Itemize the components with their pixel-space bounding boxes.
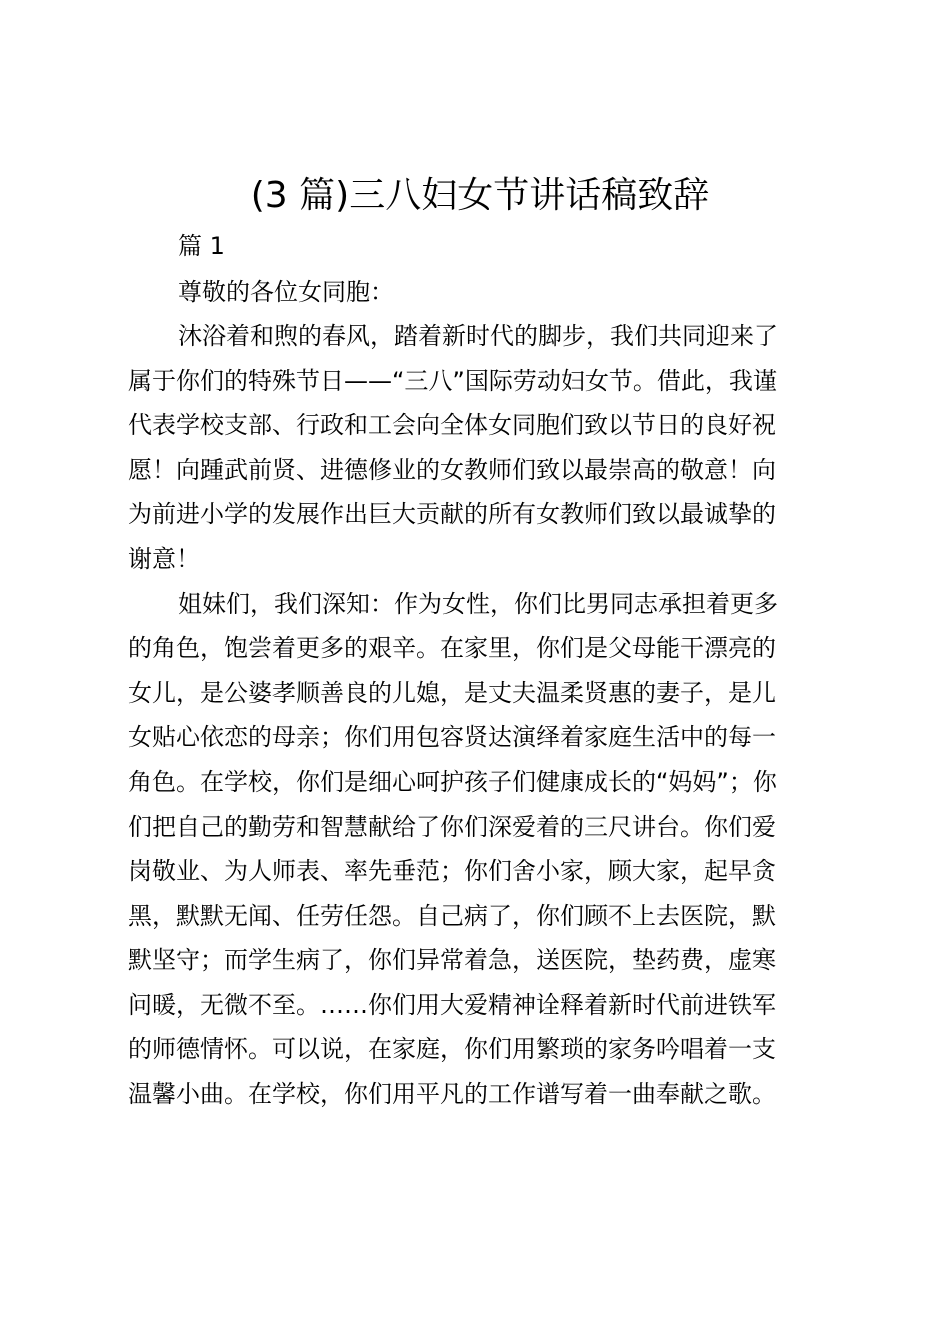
paragraph-line: 为前进小学的发展作出巨大贡献的所有女教师们致以最诚挚的	[128, 500, 776, 528]
paragraph-line: 属于你们的特殊节日——“三八”国际劳动妇女节。借此，我谨	[128, 367, 777, 395]
paragraph-line: 沐浴着和煦的春风，踏着新时代的脚步，我们共同迎来了	[178, 322, 778, 350]
paragraph-line: 代表学校支部、行政和工会向全体女同胞们致以节日的良好祝	[128, 411, 776, 439]
section-label: 篇 1	[178, 232, 225, 260]
paragraph-line: 默坚守；而学生病了，你们异常着急，送医院，垫药费，虚寒	[128, 946, 776, 974]
salutation: 尊敬的各位女同胞：	[178, 278, 394, 306]
paragraph-line: 姐妹们，我们深知：作为女性，你们比男同志承担着更多	[178, 590, 778, 618]
paragraph-line: 黑，默默无闻、任劳任怨。自己病了，你们顾不上去医院，默	[128, 902, 776, 930]
paragraph-line: 岗敬业、为人师表、率先垂范；你们舍小家，顾大家，起早贪	[128, 857, 776, 885]
paragraph-line: 愿！向踵武前贤、进德修业的女教师们致以最崇高的敬意！向	[128, 456, 776, 484]
paragraph-line: 问暖，无微不至。……你们用大爱精神诠释着新时代前进铁军	[128, 991, 776, 1019]
paragraph-line: 们把自己的勤劳和智慧献给了你们深爱着的三尺讲台。你们爱	[128, 813, 776, 841]
paragraph-line: 角色。在学校，你们是细心呵护孩子们健康成长的“妈妈”；你	[128, 768, 777, 796]
paragraph-line: 的角色，饱尝着更多的艰辛。在家里，你们是父母能干漂亮的	[128, 634, 776, 662]
paragraph-line: 谢意！	[128, 545, 200, 573]
paragraph-line: 温馨小曲。在学校，你们用平凡的工作谱写着一曲奉献之歌。	[128, 1080, 776, 1108]
paragraph-line: 女儿，是公婆孝顺善良的儿媳，是丈夫温柔贤惠的妻子，是儿	[128, 679, 776, 707]
paragraph-line: 女贴心依恋的母亲；你们用包容贤达演绎着家庭生活中的每一	[128, 723, 776, 751]
document-title: (3 篇)三八妇女节讲话稿致辞	[250, 175, 710, 216]
paragraph-line: 的师德情怀。可以说，在家庭，你们用繁琐的家务吟唱着一支	[128, 1035, 776, 1063]
